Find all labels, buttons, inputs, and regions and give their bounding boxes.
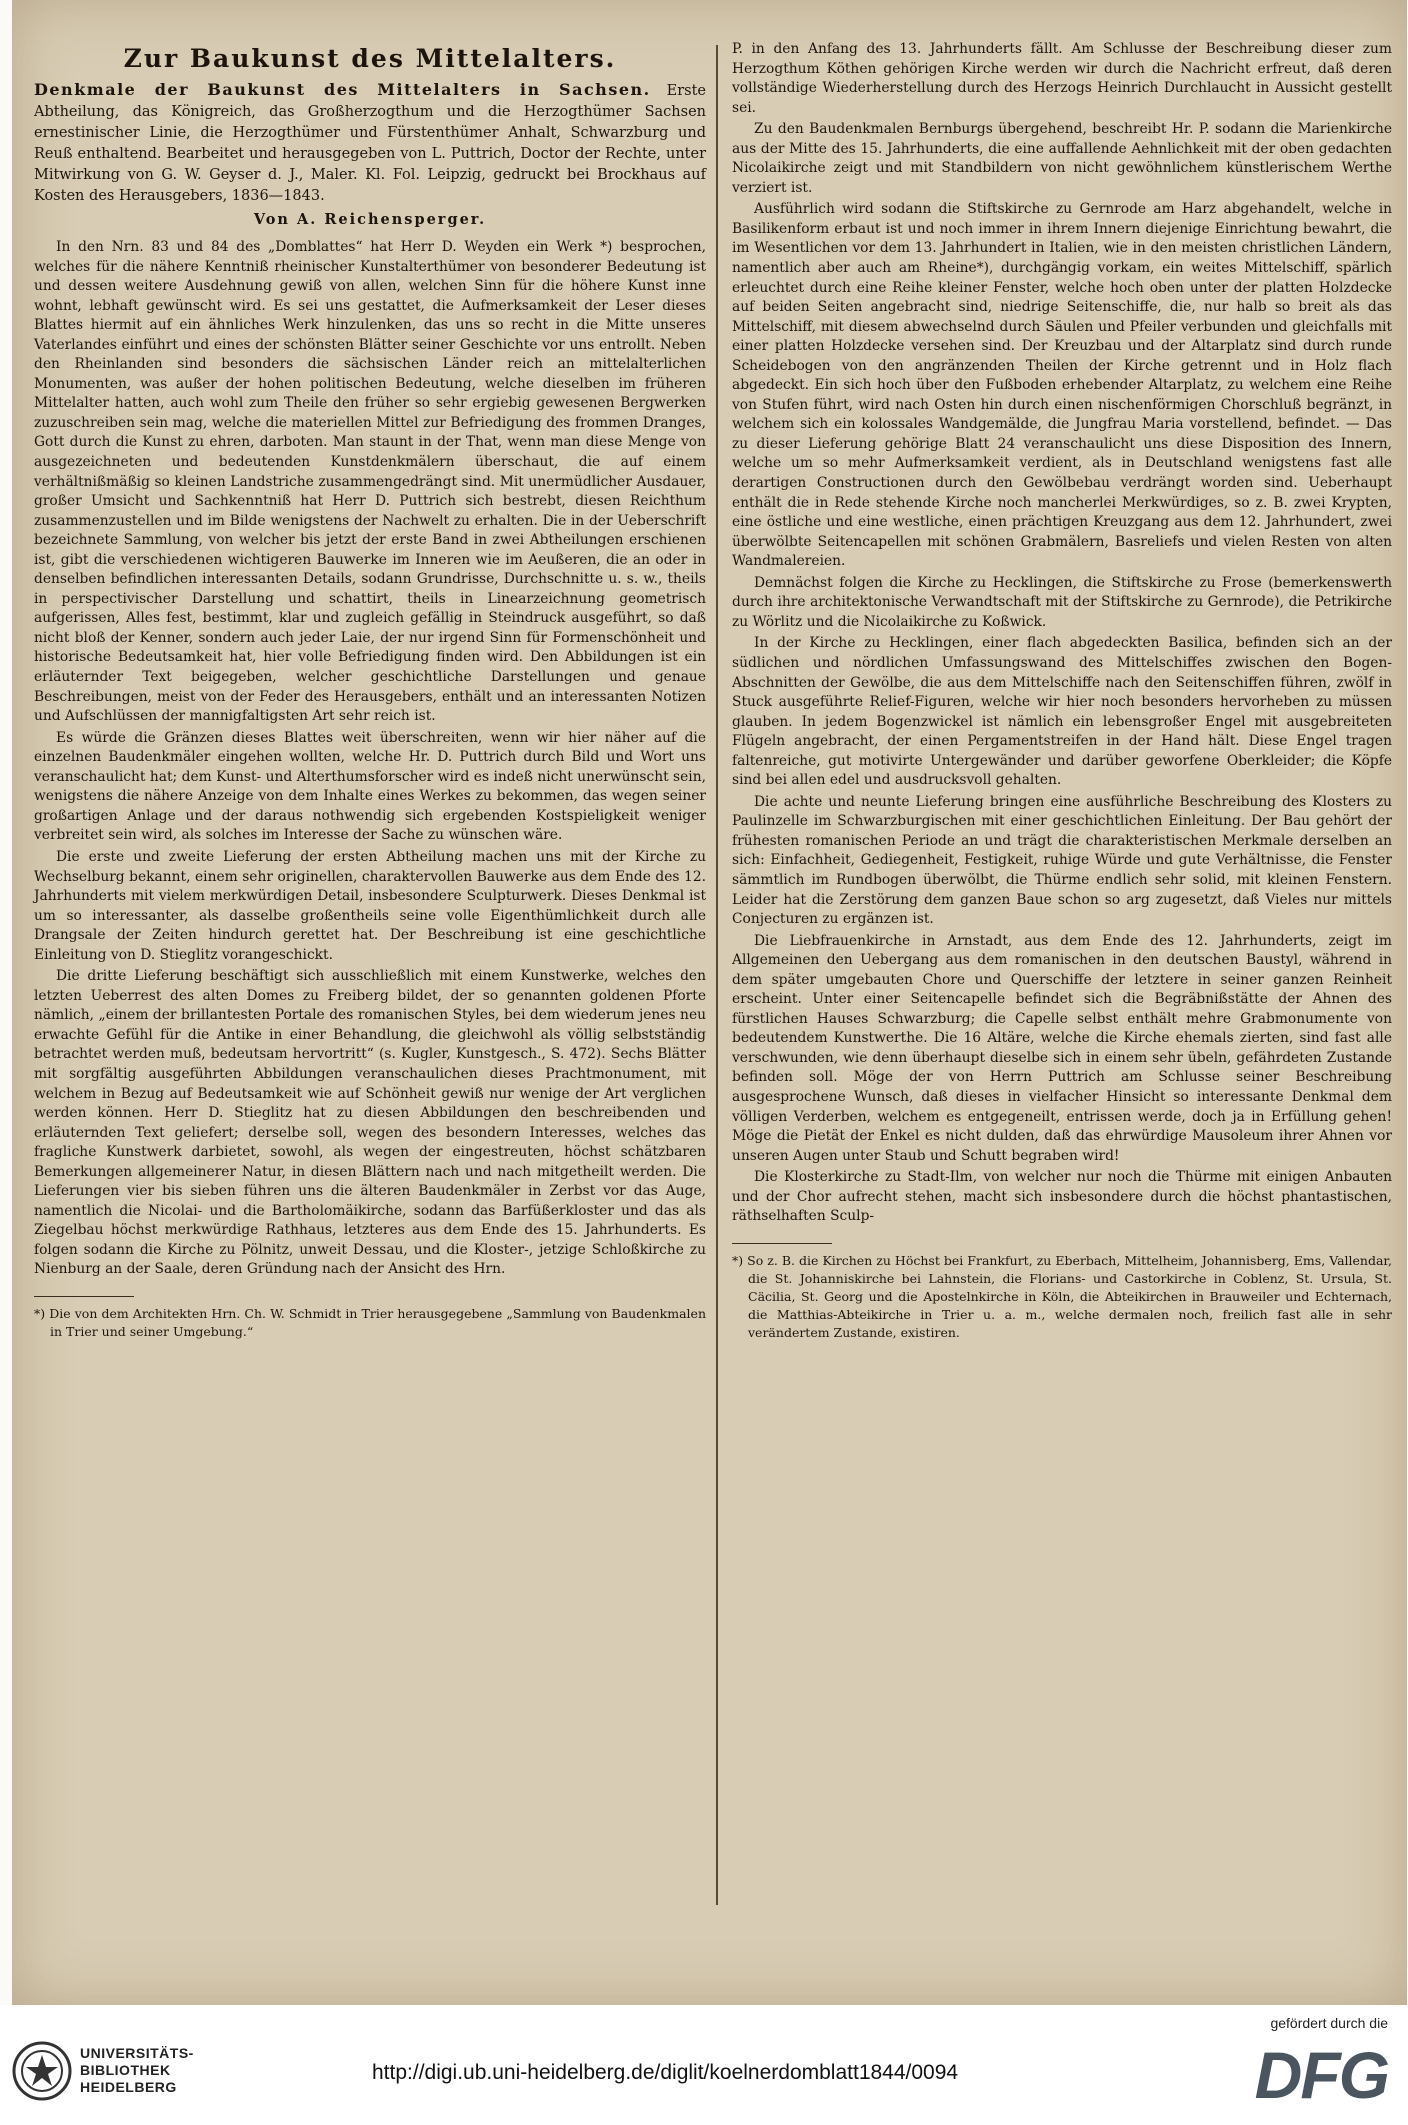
paragraph: P. in den Anfang des 13. Jahrhunderts fällt. Am Schlusse der Beschreibung dieser zum Herzogthum Köthen gehörigen Kirche werden wir durch die Nachricht erfreut, daß deren vollständige Wiederherstellung durch des Herzogs Heinrich Durchlaucht in Aussicht gestellt sei. — [732, 41, 1392, 116]
library-name: UNIVERSITÄTS- BIBLIOTHEK HEIDELBERG — [80, 2045, 194, 2095]
left-column — [34, 40, 706, 1341]
paragraph: Demnächst folgen die Kirche zu Hecklingen, die Stiftskirche zu Frose (bemerkenswerth durch ihre architektonische Verwandtschaft mit der Stiftskirche zu Gernrode), die Petrikirche zu Wörlitz und die Nicolaikirche zu Koßwick. — [732, 574, 1392, 630]
paragraph: In den Nrn. 83 und 84 des „Domblattes“ hat Herr D. Weyden ein Werk *) besprochen, welches für die nähere Kenntniß rheinischer Kunstalterthümer von besonderer Bedeutung ist und dessen weitere Ausdehnung gewiß von allen, welchen Sinn für die höhere Kunst inne wohnt, lebhaft gewünscht wird. Es sei uns gestattet, die Aufmerksamkeit der Leser dieses Blattes hiermit auf ein ähnliches Werk hinzulenken, das uns so recht in die Mitte unseres Vaterlandes einführt und eines der schönsten Blätter seiner Geschichte vor uns entrollt. Neben den Rheinlanden sind besonders die sächsischen Länder reich an mittelalterlichen Monumenten, was außer der hohen politischen Bedeutung, welche dieselben im früheren Mittelalter hatten, auch wohl zum Theile den früher so sehr ergiebig gewesenen Bergwerken zuzuschreiben sein mag, welche die materiellen Mittel zur Befriedigung des frommen Dranges, Gott durch die Kunst zu ehren, darboten. Man staunt in der That, wenn man diese Menge von ausgezeichneten und bedeutenden Kunstdenkmälern überschaut, die auf einem verhältnißmäßig so kleinen Landstriche zusammengedrängt sind. Mit unermüdlicher Ausdauer, großer Umsicht und Sachkenntniß hat Herr D. Puttrich sich bestrebt, diesen Reichthum zusammenzustellen und im Bilde wenigstens der Nachwelt zu erhalten. Die in der Ueberschrift bezeichnete Sammlung, von welcher bis jetzt der erste Band in zwei Abtheilungen erschienen ist, gibt die verschiedenen wichtigeren Bauwerke im Inneren wie im Aeußeren, die an oder in denselben befindlichen interessanten Details, sodann Grundrisse, Durchschnitte u. s. w., theils in perspectivischer Darstellung und schattirt, theils in Linearzeichnung geometrisch aufgerissen, Alles fest, bestimmt, klar und zugleich gefällig in Steindruck ausgeführt, so daß nicht bloß der Kenner, sondern auch jeder Laie, der nur irgend Sinn für Formenschönheit und historische Bedeutsamkeit hat, hier volle Befriedigung finden wird. Den Abbildungen ist ein erläuternder Text beigegeben, welcher geschichtliche Darstellungen und genaue Beschreibungen, meist von der Feder des Herausgebers, enthält und an interessanten Notizen und Aufschlüssen der mannigfaltigsten Art sehr reich ist. — [34, 239, 706, 725]
paragraph: Die achte und neunte Lieferung bringen eine ausführliche Beschreibung des Klosters zu Paulinzelle im Schwarzburgischen mit einer geschichtlichen Einleitung. Der Bau gehört der frühesten romanischen Periode an und trägt die charakteristischen Merkmale derselben an sich: Einfachheit, Gediegenheit, Festigkeit, ruhige Würde und gute Verhältnisse, die Fenster sämmtlich im Rundbogen überwölbt, die Thürme endlich sehr solid, mit kleinen Fenstern. Leider hat die Zerstörung dem ganzen Baue schon so arg zugesetzt, daß Vieles nur mittels Conjecturen zu ergänzen ist. — [732, 793, 1392, 928]
article-author: Von A. Reichensperger. — [253, 211, 487, 228]
paragraph: Die Liebfrauenkirche in Arnstadt, aus dem Ende des 12. Jahrhunderts, zeigt im Allgemeinen den Uebergang aus dem romanischen in den deutschen Baustyl, während in dem später umgebauten Chore und Querschiffe der letztere in seiner ganzen Reinheit erscheint. Unter einer Seitencapelle befindet sich die Begräbnißstätte der Ahnen des fürstlichen Hauses Schwarzburg; die Capelle selbst enthält mehre Grabmonumente von bedeutendem Kunstwerthe. Die 16 Altäre, welche die Kirche ehemals zierten, sind fast alle verschwunden, wie denn überhaupt dieselbe sich in einem sehr übeln, gefährdeten Zustande befinden soll. Möge der von Herrn Puttrich am Schlusse seiner Beschreibung ausgesprochene Wunsch, daß dieses in vielfacher Hinsicht so interessante Denkmal dem völligen Verderben, welchem es entgegeneilt, entrissen werde, doch ja in Erfüllung gehen! Möge die Pietät der Enkel es nicht dulden, daß das ehrwürdige Mausoleum ihrer Ahnen vor unseren Augen unter Staub und Schutt begraben wird! — [732, 932, 1392, 1164]
paragraph: Ausführlich wird sodann die Stiftskirche zu Gernrode am Harz abgehandelt, welche in Basilikenform erbaut ist und noch immer in ihrem Innern diejenige Einrichtung bewahrt, die im Wesentlichen vor dem 13. Jahrhundert in Italien, wie in den meisten christlichen Ländern, namentlich aber auch am Rheine*), durchgängig vorkam, ein weites Mittelschiff, spärlich erleuchtet durch eine Reihe kleiner Fenster, welche hoch oben unter der platten Holzdecke auf beiden Seiten angebracht sind, niedrige Seitenschiffe, die, nur halb so breit als das Mittelschiff, mit diesem abwechselnd durch Säulen und Pfeiler verbunden und gleichfalls mit einer platten Holzdecke versehen sind. Der Kreuzbau und der Altarplatz sind durch runde Scheidebogen von den angränzenden Theilen der Kirche getrennt und in Holz flach abgedeckt. Ein sich hoch über den Fußboden erhebender Altarplatz, zu welchem eine Reihe von Stufen führt, wird nach Osten hin durch einen nischenförmigen Chorschluß begränzt, in welchem sich ein kolossales Wandgemälde, die Jungfrau Maria vorstellend, befindet. — Das zu dieser Lieferung gehörige Blatt 24 veranschaulicht uns diese Disposition des Innern, welche um so mehr Aufmerksamkeit verdient, als in Deutschland wenigstens fast alle derartigen Constructionen durch den Gewölbebau verdrängt worden sind. Ueberhaupt enthält die in Rede stehende Kirche noch mancherlei Merkwürdiges, so z. B. zwei Krypten, eine östliche und eine westliche, einen prächtigen Kreuzgang aus dem 12. Jahrhundert, zwei überwölbte Seitencapellen mit schönen Grabmälern, Basreliefs und vielen Resten von alten Wandmalereien. — [732, 201, 1392, 570]
book-reference — [34, 79, 706, 207]
university-seal-icon — [12, 2041, 72, 2101]
newspaper-scan — [12, 0, 1407, 2005]
footnote-divider — [732, 1243, 832, 1244]
viewer-footer — [0, 2005, 1408, 2125]
book-title: Denkmale der Baukunst des Mittelalters in Sachsen. — [34, 80, 651, 99]
paragraph: In der Kirche zu Hecklingen, einer flach abgedeckten Basilica, befinden sich an der südlichen und nördlichen Umfassungswand des Mittelschiffes zwischen den Bogen-Abschnitten der Gewölbe, die aus dem Mittelschiffe nach den Seitenschiffen führen, zwölf in Stuck ausgeführte Relief-Figuren, welche wir hier noch besonders hervorheben zu müssen glauben. In jedem Bogenzwickel ist nämlich ein lebensgroßer Engel mit ausgebreiteten Flügeln angebracht, der einen Pergamentstreifen in der Hand hält. Diese Engel tragen faltenreiche, gut motivirte Untergewänder und darüber geworfene Oberkleider; die Köpfe sind bei allen edel und ausdrucksvoll gehalten. — [732, 635, 1392, 789]
dfg-logo: DFG — [1254, 2038, 1388, 2112]
right-column — [732, 40, 1392, 1342]
paragraph: Die dritte Lieferung beschäftigt sich ausschließlich mit einem Kunstwerke, welches den letzten Ueberrest des alten Domes zu Freiberg bildet, der so genannten goldenen Pforte nämlich, „einem der brillantesten Portale des romanischen Styles, bei dem wiederum jenes neu erwachte Gefühl für die Antike in einer Behandlung, die gleichwohl als völlig selbstständig betrachtet werden muß, bedeutsam hervortritt“ (s. Kugler, Kunstgesch., S. 472). Sechs Blätter mit sorgfältig ausgeführten Abbildungen veranschaulichen dieses Prachtmonument, mit welchem in Bezug auf Bedeutsamkeit wie auf Schönheit gewiß nur wenige der Art verglichen werden können. Herr D. Stieglitz hat zu diesen Abbildungen den beschreibenden und erläuternden Text geliefert; derselbe soll, wegen des besondern Interesses, welches das fragliche Kunstwerk darbietet, sowohl, als wegen der eingestreuten, höchst schätzbaren Bemerkungen allgemeinerer Natur, in diesen Blättern nach und nach mitgetheilt werden. Die Lieferungen vier bis sieben führen uns die älteren Baudenkmäler in Zerbst vor das Auge, namentlich die Nicolai- und die Bartholomäikirche, sodann das Barfüßerkloster und das als Ziegelbau höchst merkwürdige Rathhaus, letzteres aus dem Ende des 15. Jahrhunderts. Es folgen sodann die Kirche zu Pölnitz, unweit Dessau, und die Kloster-, jetzige Schloßkirche zu Nienburg an der Saale, deren Gründung nach der Ansicht des Hrn. — [34, 968, 706, 1278]
paragraph: Zu den Baudenkmalen Bernburgs übergehend, beschreibt Hr. P. sodann die Marienkirche aus der Mitte des 15. Jahrhunderts, die eine auffallende Aehnlichkeit mit der oben gedachten Nicolaikirche zeigt und mit Standbildern von nicht gewöhnlichem künstlerischem Werthe verziert ist. — [732, 121, 1392, 196]
footnote: *) Die von dem Architekten Hrn. Ch. W. Schmidt in Trier herausgegebene „Sammlung von Baudenkmalen in Trier und seiner Umgebung.“ — [34, 1305, 706, 1339]
footnote-divider — [34, 1296, 134, 1297]
footnote: *) So z. B. die Kirchen zu Höchst bei Frankfurt, zu Eberbach, Mittelheim, Johannisberg, Ems, Vallendar, die St. Johanniskirche bei Lahnstein, die Florians- und Castorkirche in Coblenz, St. Ursula, St. Cäcilia, St. Georg und die Apostelnkirche in Köln, die Abteikirchen in Brauweiler und Echternach, die Matthias-Abteikirche in Trier u. a. m., welche dermalen noch, freilich fast alle in sehr verändertem Zustande, existiren. — [732, 1252, 1392, 1340]
paragraph: Die erste und zweite Lieferung der ersten Abtheilung machen uns mit der Kirche zu Wechselburg bekannt, einem sehr originellen, charaktervollen Bauwerke aus dem Ende des 12. Jahrhunderts mit vielem merkwürdigen Detail, insbesondere Sculpturwerk. Dieses Denkmal ist um so interessanter, als dasselbe großentheils seine volle Eigenthümlichkeit durch alle Drangsale der Zeiten hindurch gerettet hat. Der Beschreibung ist eine geschichtliche Einleitung von D. Stieglitz vorangeschickt. — [34, 848, 706, 963]
book-details: Erste Abtheilung, das Königreich, das Großherzogthum und die Herzogthümer Sachsen ernestinischer Linie, die Herzogthümer und Fürstenthümer Anhalt, Schwarzburg und Reuß enthaltend. Bearbeitet und herausgegeben von L. Puttrich, Doctor der Rechte, unter Mitwirkung von G. W. Geyser d. J., Maler. Kl. Fol. Leipzig, gedruckt bei Brockhaus auf Kosten des Herausgebers, 1836—1843. — [34, 83, 707, 204]
sponsor-label: gefördert durch die — [1270, 2015, 1388, 2031]
paragraph: Es würde die Gränzen dieses Blattes weit überschreiten, wenn wir hier näher auf die einzelnen Baudenkmäler eingehen wollten, welche Hr. D. Puttrich durch Bild und Wort uns veranschaulicht hat; dem Kunst- und Alterthumsforscher wird es indeß nicht unerwünscht sein, wenigstens die nähere Anzeige von dem Inhalte eines Werkes zu bekommen, das wegen seiner großartigen Anlage und der daraus nothwendig sich ergebenden Kostspieligkeit weniger verbreitet sein wird, als solches im Interesse der Sache zu wünschen wäre. — [34, 729, 706, 844]
permalink[interactable]: http://digi.ub.uni-heidelberg.de/diglit/koelnerdomblatt1844/0094 — [372, 2061, 959, 2084]
paragraph: Die Klosterkirche zu Stadt-Ilm, von welcher nur noch die Thürme mit einigen Anbauten und der Chor aufrecht stehen, macht sich insbesondere durch die höchst phantastischen, räthselhaften Sculp- — [732, 1169, 1392, 1225]
article-title: Zur Baukunst des Mittelalters. — [123, 44, 617, 73]
column-divider — [716, 45, 718, 1905]
